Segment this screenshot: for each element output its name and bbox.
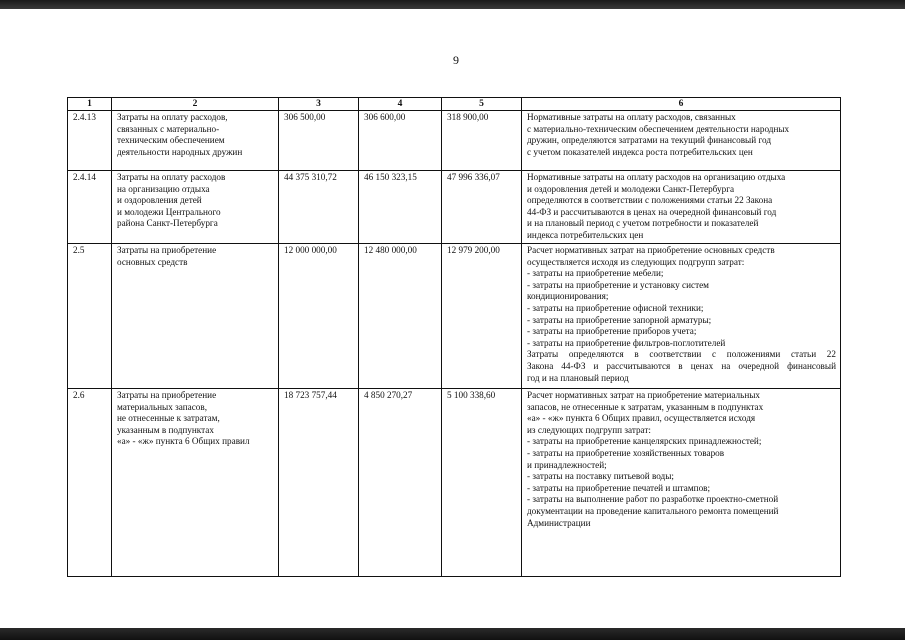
value-col3: 18 723 757,44 xyxy=(279,389,359,577)
text-line: документации на проведение капитального ремонта помещений xyxy=(527,505,779,516)
value-col5: 5 100 338,60 xyxy=(442,389,522,577)
text-line: 44-ФЗ и рассчитываются в ценах на очередной финансовый год xyxy=(527,206,777,217)
scan-border-bottom xyxy=(0,628,905,640)
value-col4: 46 150 323,15 xyxy=(359,171,442,244)
text-line: «а» - «ж» пункта 6 Общих правил, осуществляется исходя xyxy=(527,413,756,424)
expense-name xyxy=(112,111,279,171)
value-col4: 12 480 000,00 xyxy=(359,244,442,389)
text-line: Затраты на оплату расходов xyxy=(117,172,226,182)
text-line: Расчет нормативных затрат на приобретение материальных xyxy=(527,390,761,400)
method-description xyxy=(522,111,841,171)
text-line: района Санкт-Петербурга xyxy=(117,218,218,229)
text-line: - затраты на приобретение мебели; xyxy=(527,268,664,279)
expense-name xyxy=(112,244,279,389)
expense-name xyxy=(112,171,279,244)
text-line: - затраты на выполнение работ по разработке проектно-сметной xyxy=(527,494,779,505)
value-col5: 318 900,00 xyxy=(442,111,522,171)
text-line: - затраты на приобретение приборов учета; xyxy=(527,326,697,337)
text-line: указанным в подпунктах xyxy=(117,424,214,435)
text-line: и на плановый период с учетом потребности и показателей xyxy=(527,218,759,229)
text-line: связанных с материально- xyxy=(117,123,220,134)
text-line: запасов, не отнесенные к затратам, указанным в подпунктах xyxy=(527,401,764,412)
column-header: 3 xyxy=(279,98,359,111)
text-line: не отнесенные к затратам, xyxy=(117,413,220,424)
expense-name xyxy=(112,389,279,577)
value-col3: 306 500,00 xyxy=(279,111,359,171)
text-line: - затраты на приобретение офисной техники; xyxy=(527,302,704,313)
table-row xyxy=(68,171,841,244)
method-description xyxy=(522,389,841,577)
text-line: деятельности народных дружин xyxy=(117,146,243,157)
text-line: Затраты на оплату расходов, xyxy=(117,112,228,122)
text-line: - затраты на приобретение запорной арматуры; xyxy=(527,314,712,325)
text-line: - затраты на приобретение хозяйственных товаров xyxy=(527,447,725,458)
header-row xyxy=(68,98,841,111)
text-line: и оздоровления детей xyxy=(117,195,202,206)
row-code: 2.6 xyxy=(68,389,112,577)
column-header: 2 xyxy=(112,98,279,111)
text-line: дружин, определяются затратами на текущий финансовый год xyxy=(527,135,771,146)
table-row xyxy=(68,244,841,389)
page-number: 9 xyxy=(453,53,459,67)
method-description xyxy=(522,244,841,389)
text-line: материальных запасов, xyxy=(117,401,207,412)
text-line: «а» - «ж» пункта 6 Общих правил xyxy=(117,436,250,447)
text-line: определяются в соответствии с положениями статьи 22 Закона xyxy=(527,195,773,206)
column-header: 5 xyxy=(442,98,522,111)
text-line: кондиционирования; xyxy=(527,291,609,302)
value-col3: 44 375 310,72 xyxy=(279,171,359,244)
text-line: Затраты на приобретение xyxy=(117,390,217,400)
method-description xyxy=(522,171,841,244)
text-line: с материально-техническим обеспечением деятельности народных xyxy=(527,123,790,134)
text-line: - затраты на приобретение и установку систем xyxy=(527,279,709,290)
column-header: 4 xyxy=(359,98,442,111)
row-code: 2.4.14 xyxy=(68,171,112,244)
value-col3: 12 000 000,00 xyxy=(279,244,359,389)
text-line: - затраты на приобретение печатей и штампов; xyxy=(527,482,711,493)
text-line: Администрации xyxy=(527,517,591,528)
budget-table xyxy=(67,97,841,577)
text-line: - затраты на поставку питьевой воды; xyxy=(527,471,674,482)
text-line: Затраты определяются в соответствии с положениями статьи 22 xyxy=(527,349,836,360)
value-col4: 306 600,00 xyxy=(359,111,442,171)
text-line: - затраты на приобретение канцелярских принадлежностей; xyxy=(527,436,762,447)
text-line: на организацию отдыха xyxy=(117,183,210,194)
column-header: 6 xyxy=(522,98,841,111)
row-code: 2.4.13 xyxy=(68,111,112,171)
table-row xyxy=(68,111,841,171)
text-line: Закона 44-ФЗ и рассчитываются в ценах на очередной финансовый xyxy=(527,360,836,371)
text-line: с учетом показателей индекса роста потребительских цен xyxy=(527,146,753,157)
text-line: техническим обеспечением xyxy=(117,135,225,146)
column-header: 1 xyxy=(68,98,112,111)
row-code: 2.5 xyxy=(68,244,112,389)
value-col5: 47 996 336,07 xyxy=(442,171,522,244)
text-line: осуществляется исходя из следующих подгрупп затрат: xyxy=(527,256,745,267)
text-line: год и на плановый период xyxy=(527,372,629,383)
text-line: и принадлежностей; xyxy=(527,459,607,470)
text-line: Затраты на приобретение xyxy=(117,245,217,255)
table-row xyxy=(68,389,841,577)
value-col4: 4 850 270,27 xyxy=(359,389,442,577)
text-line: Нормативные затраты на оплату расходов на организацию отдыха xyxy=(527,172,786,182)
text-line: основных средств xyxy=(117,256,188,267)
scan-border-top xyxy=(0,0,905,9)
text-line: и оздоровления детей и молодежи Санкт-Петербурга xyxy=(527,183,735,194)
text-line: - затраты на приобретение фильтров-поглотителей xyxy=(527,337,726,348)
value-col5: 12 979 200,00 xyxy=(442,244,522,389)
text-line: из следующих подгрупп затрат: xyxy=(527,424,651,435)
text-line: и молодежи Центрального xyxy=(117,206,221,217)
text-line: Нормативные затраты на оплату расходов, связанных xyxy=(527,112,736,122)
text-line: индекса потребительских цен xyxy=(527,229,644,240)
text-line: Расчет нормативных затрат на приобретение основных средств xyxy=(527,245,775,255)
